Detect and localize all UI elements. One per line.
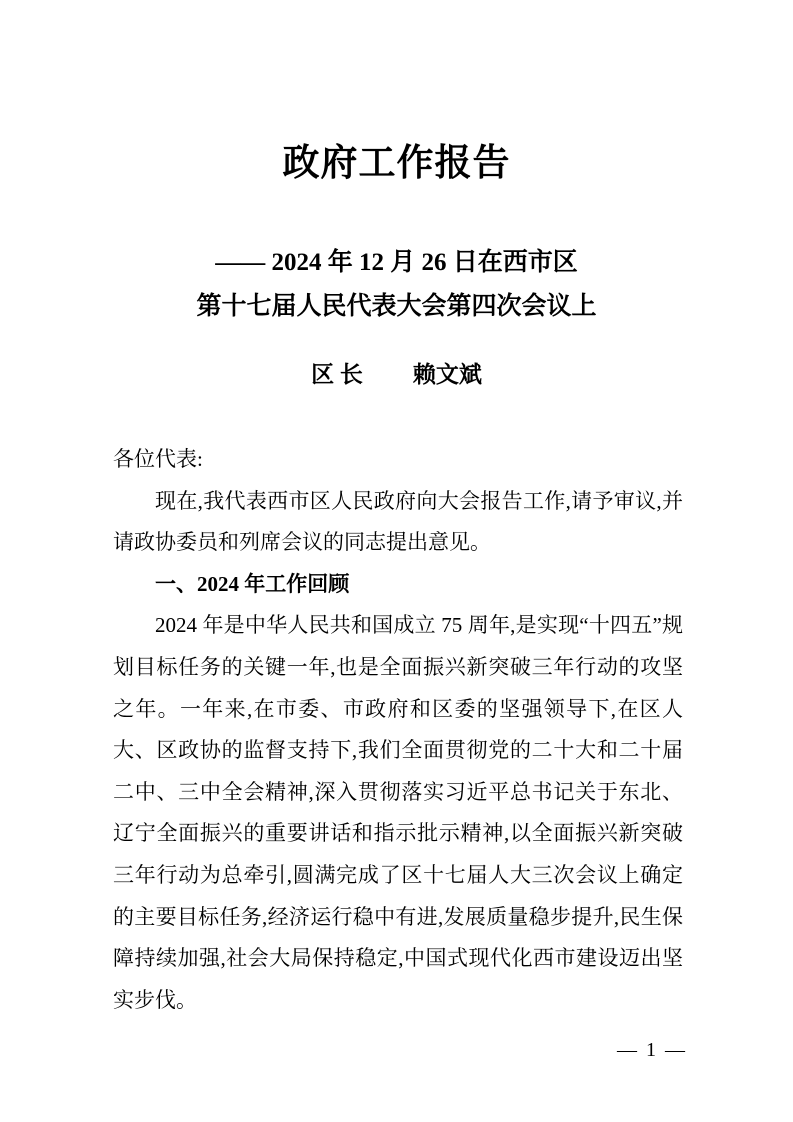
presenter-line [0, 361, 793, 389]
section-heading-2024-review: 一、2024 年工作回顾 [155, 571, 350, 596]
document-subtitle [0, 241, 793, 329]
subtitle-line-1: —— 2024 年 12 月 26 日在西市区 [215, 249, 578, 276]
salutation: 各位代表: [113, 447, 203, 471]
page-number: — 1 — [617, 1039, 687, 1061]
presenter-role: 区 长 [311, 362, 363, 387]
subtitle-line-2: 第十七届人民代表大会第四次会议上 [196, 293, 597, 320]
paragraph-2024-summary: 2024 年是中华人民共和国成立 75 周年,是实现“十四五”规划目标任务的关键一年,也是全面振兴新突破三年行动的攻坚之年。一年来,在市委、市政府和区委的坚强领导下,在区人大、区政协的监督支持下,我们全面贯彻党的二十大和二十届二中、三中全会精神,深入贯彻落实习近平总书记关于东北、辽宁全面振兴的重要讲话和指示批示精神,以全面振兴新突破三年行动为总牵引,圆满完成了区十七届人大三次会议上确定的主要目标任务,经济运行稳中有进,发展质量稳步提升,民生保障持续加强,社会大局保持稳定,中国式现代化西市建设迈出坚实步伐。 [113, 613, 683, 1012]
document-title: 政府工作报告 [282, 143, 511, 184]
paragraph-opening: 现在,我代表西市区人民政府向大会报告工作,请予审议,并请政协委员和列席会议的同志提出意见。 [113, 488, 683, 555]
presenter-name: 赖文斌 [412, 362, 482, 387]
document-body [113, 439, 683, 1021]
